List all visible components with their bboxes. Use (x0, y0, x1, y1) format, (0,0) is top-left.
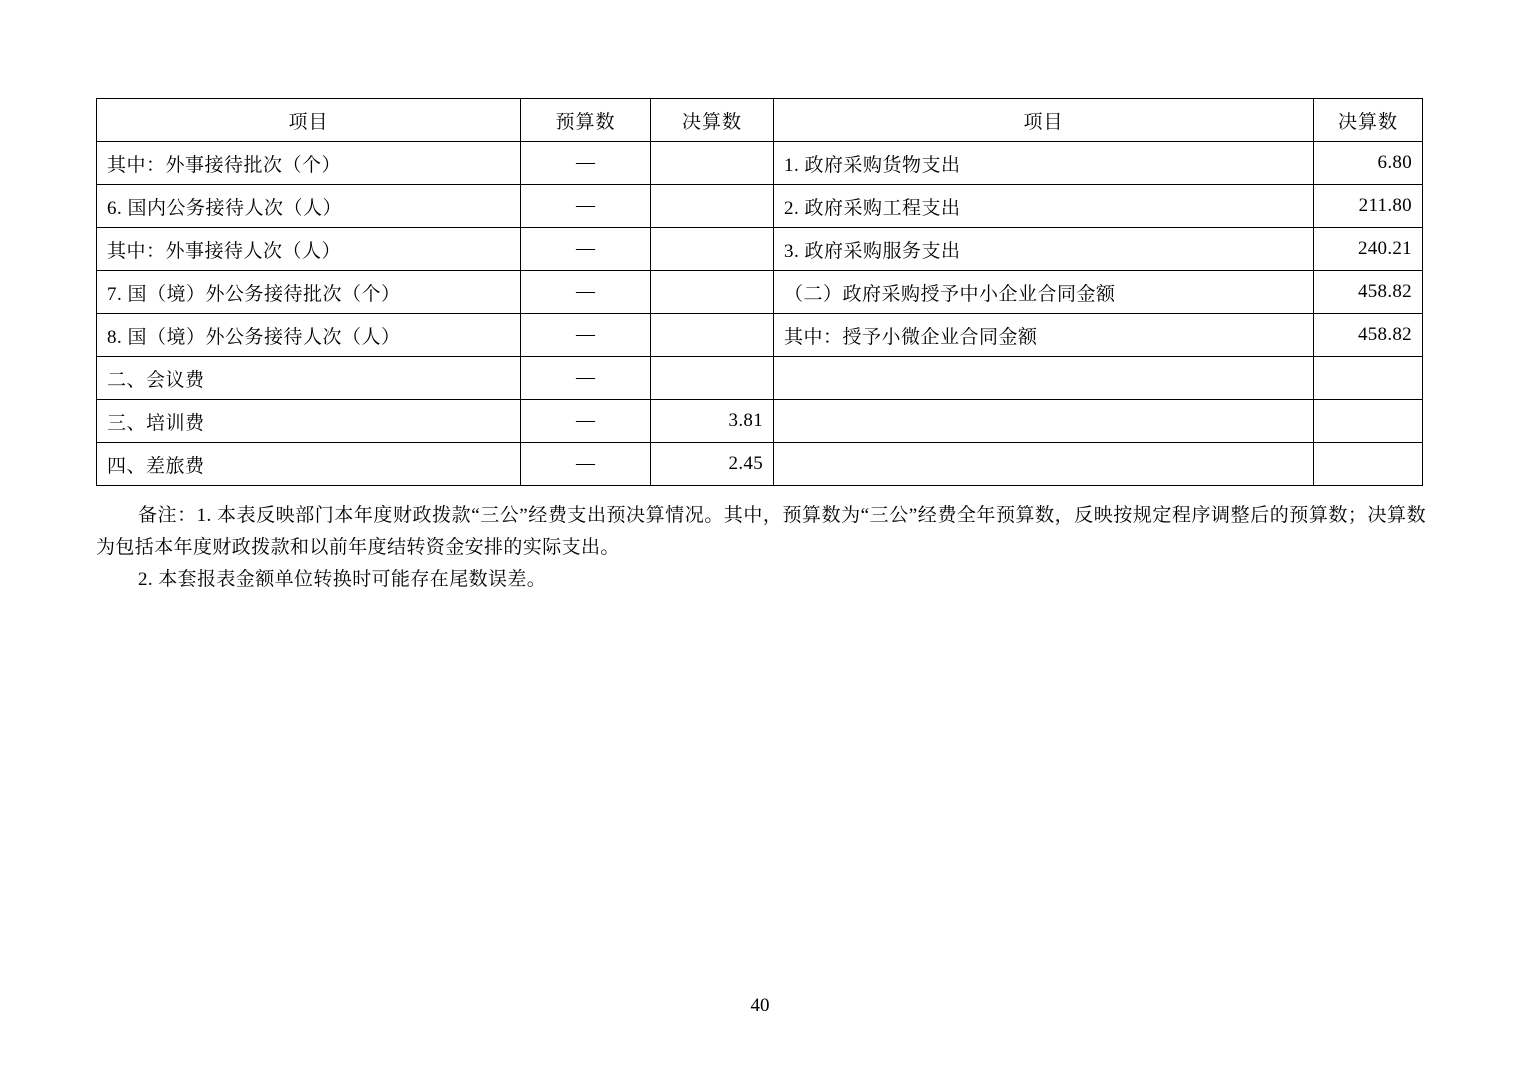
row-budget-value: — (521, 185, 651, 228)
row-budget-value: — (521, 314, 651, 357)
header-item-left: 项目 (97, 99, 521, 142)
row-final-value (651, 314, 774, 357)
row-left-label: 其中：外事接待人次（人） (97, 228, 521, 271)
row-final-value (651, 357, 774, 400)
header-final: 决算数 (651, 99, 774, 142)
row-final-value: 2.45 (651, 443, 774, 486)
row-left-label: 7. 国（境）外公务接待批次（个） (97, 271, 521, 314)
row-budget-value: — (521, 228, 651, 271)
budget-table-container (96, 98, 1422, 486)
row-right-label: （二）政府采购授予中小企业合同金额 (774, 271, 1314, 314)
row-right-value (1314, 443, 1423, 486)
header-item-right: 项目 (774, 99, 1314, 142)
note-line-2: 2. 本套报表金额单位转换时可能存在尾数误差。 (138, 569, 547, 590)
budget-table (96, 98, 1423, 486)
row-right-label (774, 357, 1314, 400)
row-right-label: 其中：授予小微企业合同金额 (774, 314, 1314, 357)
row-final-value (651, 142, 774, 185)
row-right-value: 6.80 (1314, 142, 1423, 185)
row-budget-value: — (521, 142, 651, 185)
row-right-value: 458.82 (1314, 271, 1423, 314)
row-right-label (774, 443, 1314, 486)
row-left-label: 四、差旅费 (97, 443, 521, 486)
row-right-value: 240.21 (1314, 228, 1423, 271)
table-row (97, 314, 1423, 357)
table-notes (96, 500, 1426, 596)
table-body (97, 142, 1423, 486)
row-final-value (651, 228, 774, 271)
row-budget-value: — (521, 271, 651, 314)
table-row (97, 443, 1423, 486)
row-right-label: 2. 政府采购工程支出 (774, 185, 1314, 228)
row-left-label: 8. 国（境）外公务接待人次（人） (97, 314, 521, 357)
row-right-value (1314, 400, 1423, 443)
row-right-value (1314, 357, 1423, 400)
row-final-value (651, 271, 774, 314)
row-right-value: 211.80 (1314, 185, 1423, 228)
table-row (97, 400, 1423, 443)
row-right-label: 3. 政府采购服务支出 (774, 228, 1314, 271)
row-budget-value: — (521, 443, 651, 486)
row-left-label: 其中：外事接待批次（个） (97, 142, 521, 185)
table-row (97, 271, 1423, 314)
row-left-label: 6. 国内公务接待人次（人） (97, 185, 521, 228)
row-final-value: 3.81 (651, 400, 774, 443)
row-left-label: 三、培训费 (97, 400, 521, 443)
row-budget-value: — (521, 400, 651, 443)
table-header-row (97, 99, 1423, 142)
row-right-label (774, 400, 1314, 443)
row-final-value (651, 185, 774, 228)
table-row (97, 228, 1423, 271)
note-line-1: 备注：1. 本表反映部门本年度财政拨款“三公”经费支出预决算情况。其中，预算数为“三公”经费全年预算数，反映按规定程序调整后的预算数；决算数为包括本年度财政拨款和以前年度结转资金安排的实际支出。 (96, 505, 1426, 558)
row-right-value: 458.82 (1314, 314, 1423, 357)
page-number: 40 (750, 995, 770, 1016)
header-final-right: 决算数 (1314, 99, 1423, 142)
row-right-label: 1. 政府采购货物支出 (774, 142, 1314, 185)
table-row (97, 357, 1423, 400)
table-row (97, 142, 1423, 185)
row-budget-value: — (521, 357, 651, 400)
header-budget: 预算数 (521, 99, 651, 142)
table-row (97, 185, 1423, 228)
row-left-label: 二、会议费 (97, 357, 521, 400)
